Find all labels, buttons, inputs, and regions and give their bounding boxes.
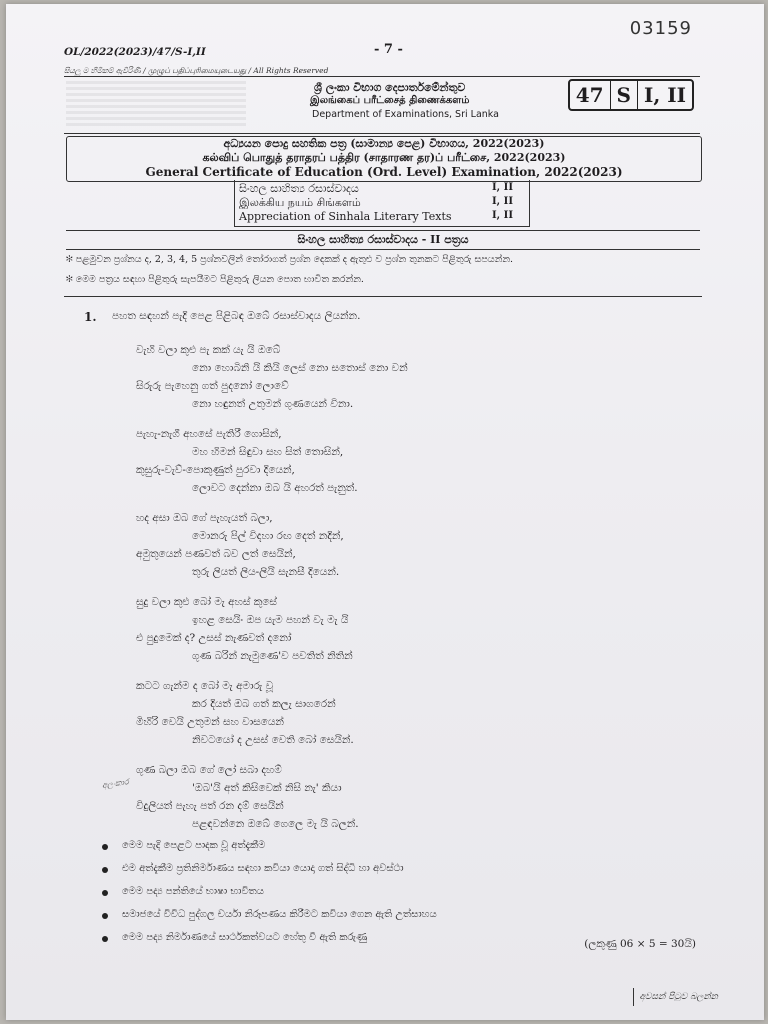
question-number: 1.: [84, 310, 97, 324]
bullet-icon: [102, 913, 108, 919]
answer-point: මෙම පද්‍ය නිර්මාණයේ සාර්ථකත්වයට හේතු වී ඇති කරුණු: [122, 932, 368, 943]
list-item: [102, 886, 662, 909]
please-turn-over-note: අවසන් පිටුව බලන්න: [639, 992, 718, 1002]
instruction-divider: [64, 296, 702, 297]
subject-name: Appreciation of Sinhala Literary Texts: [239, 210, 452, 223]
poem-line: එ පුදුමෙක් ද? උසස් නැණවත් දනෝ: [136, 632, 292, 644]
poem-line: ඉහළ සෙයිං ඔප යැම පහන් වැ මැ යි: [192, 614, 349, 626]
poem-line: 'ඔබ'යි අත් කිසිවෙක් නිසි නැ' කියා: [192, 782, 342, 794]
paper-code-text: OL/2022(2023)/47/S-I,II: [64, 46, 206, 58]
poem-line: තුරු ලියත් ලිය-ලියි සැනසී දියෙන්.: [192, 566, 340, 578]
department-name-english: Department of Examinations, Sri Lanka: [312, 109, 499, 120]
bullet-icon: [102, 936, 108, 942]
department-name-sinhala: ශ්‍රී ලංකා විභාග දෙපාර්තමේන්තුව: [314, 81, 466, 94]
answer-point: මෙම පද්‍ය පන්තියේ භාෂා භාවිතය: [122, 886, 264, 897]
list-item: [102, 932, 662, 955]
subject-row-english: [239, 210, 523, 223]
bullet-icon: [102, 867, 108, 873]
marks-allocation: (ලකුණු 06 × 5 = 30යි): [584, 938, 696, 950]
exam-paper-page: [6, 4, 764, 1020]
poem-line: පළඳවන්නෙ ඔබේ ගෙලෙ මැ යි බලන්.: [192, 818, 359, 830]
rights-reserved: සියලු ම හිමිකම් ඇවිරිණි / முழுப் பதிப்புரிமையுடையது / All Rights Reserved: [64, 66, 329, 75]
question-text: පහත සඳහන් පැදි පෙළ පිළිබඳ ඔබේ රසාස්වාදය ලියන්න.: [112, 310, 361, 322]
list-item: [102, 840, 662, 863]
paper-code-language: S: [611, 81, 638, 109]
poem-line: සුදු වලා කුළු බෝ මැ අහස් කුසේ: [136, 596, 277, 608]
subject-papers: I, II: [492, 182, 513, 193]
poem-line: සිරුරු පැහෙනු ගත් පුදනෝ ලොවේ: [136, 380, 289, 392]
paper-code-box: [568, 79, 694, 111]
poem-line: මොනරු පිල් විදහා රඟ දෙත් නදින්,: [192, 530, 344, 542]
department-header: [64, 76, 700, 134]
poem-line: විදුලියත් පැහැ පත් රන දම් සෙයින්: [136, 800, 284, 812]
department-watermark: [66, 81, 246, 129]
instruction-2: ✻ මෙම පත්‍රය සඳහා පිළිතුරු සැපයීමට පිළිතුරු ලියන පොත භාවිත කරන්න.: [66, 274, 364, 285]
poem-line: මහ හිමන් සිඳුවා සහ සිත් තොසින්,: [192, 446, 344, 458]
paper-title: සිංහල සාහිත්‍ය රසාස්වාදය - II පත්‍රය: [66, 230, 700, 250]
answer-point: මෙම පැදි පෙළට පාදක වූ අත්දැකීම: [122, 840, 266, 851]
answer-point: එම අත්දැකීම ප්‍රතිනිර්මාණය සඳහා කවියා යොදා ගත් සිද්ධි හා අවස්ථා: [122, 863, 404, 874]
serial-number: 03159: [629, 18, 692, 39]
subject-row-sinhala: [239, 182, 523, 196]
poem-line: නිවටයෝ ද උසස් වෙති බෝ සෙයින්.: [192, 734, 354, 746]
poem-line: කර දියත් ඔබ ගත් කලැ සාගරෙන්: [192, 698, 336, 710]
poem-line: ගුණ බරින් නැමුණෙ'ව පවතිත් නිතින්: [192, 650, 353, 662]
subject-row-tamil: [239, 196, 523, 211]
poem-line: නො හොබිනි යි කියි ලෙස් නො සතොස් නො වන්: [192, 362, 408, 374]
poem-line: හද අසා ඔබ ගේ පැහැයත් බලා,: [136, 512, 273, 524]
poem-line: මිහිරි වෙයි උතුමන් සහ වාසයෙන්: [136, 716, 284, 728]
exam-title-sinhala: අධ්‍යයන පොදු සහතික පත්‍ර (සාමාන්‍ය පෙළ) විභාගය, 2022(2023): [223, 137, 545, 150]
handwritten-annotation: අලංකාර: [101, 777, 130, 790]
subject-papers: I, II: [492, 196, 513, 207]
poem-line: පැහැ-නැගී අහසේ පැතිරී ගොසින්,: [136, 428, 282, 440]
bullet-icon: [102, 844, 108, 850]
exam-title-tamil: கல்விப் பொதுத் தராதரப் பத்திர (சாதாரண தர)ப் பரீட்சை, 2022(2023): [202, 151, 566, 164]
poem-line: අමුතුයෙන් පණවත් බව ලත් සෙයින්,: [136, 548, 296, 560]
poem-line: නො හඳුනත් උතුමන් ගුණයෙන් විනා.: [192, 398, 354, 410]
poem-line: වැහි වලා කුළු පැ කක් යැ යි ඔබේ: [136, 344, 281, 356]
poem-line: ලොවට දෙන්නා ඔබ යි අහරත් පැනුත්.: [192, 482, 358, 494]
answer-point: සමාජයේ විවිධ පුද්ගල චර්යා නිරූපණය කිරීමට කවියා ගෙන ඇති උත්සාහය: [122, 909, 437, 920]
poem-line: කටට ගැන්ම ද බෝ මැ අමාරු වූ: [136, 680, 274, 692]
page-number: - 7 -: [374, 42, 403, 57]
subject-papers: I, II: [492, 210, 513, 221]
subject-name: இலக்கிய நயம் சிங்களம்: [239, 196, 361, 209]
department-name-tamil: இலங்கைப் பரீட்சைத் திணைக்களம்: [310, 95, 470, 106]
subject-box: [234, 180, 530, 227]
list-item: [102, 909, 662, 932]
list-item: [102, 863, 662, 886]
poem-line: ගුණ බලා ඔබ ගේ ලෝ සබා දහම්: [136, 764, 282, 776]
paper-code-number: 47: [570, 81, 611, 109]
poem-line: කුසුරු-වැව්-පොකුණුත් පුරවා දියෙන්,: [136, 464, 295, 476]
exam-title-english: General Certificate of Education (Ord. Level) Examination, 2022(2023): [145, 165, 623, 179]
paper-code-line: [64, 42, 700, 58]
pto-bracket: [633, 988, 638, 1006]
exam-title-box: [66, 136, 702, 182]
paper-code-parts: I, II: [644, 83, 686, 107]
bullet-icon: [102, 890, 108, 896]
answer-points-list: [102, 840, 662, 955]
instruction-1: ✻ පළමුවන ප්‍රශ්නය ද, 2, 3, 4, 5 ප්‍රශ්නවලින් තෝරාගත් ප්‍රශ්න දෙකක් ද ඇතුළු ව ප්‍රශ්න තුනකට පිළිතුරු සපයන්න.: [66, 254, 514, 265]
subject-name: සිංහල සාහිත්‍ය රසාස්වාදය: [239, 182, 359, 195]
